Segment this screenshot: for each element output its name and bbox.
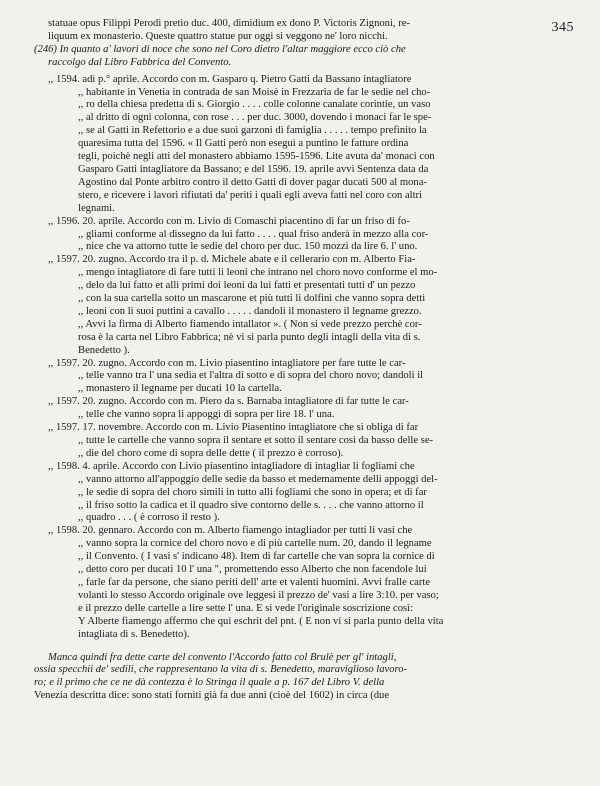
- text-line: ,, vanno sopra la cornice del choro novo e di più cartelle num. 20, dando il legname: [78, 538, 432, 550]
- text-line: Venezia descritta dice: sono stati forniti già fa due anni (cioè del 1602) in circa (due: [34, 690, 390, 702]
- text-line: liquum ex monasterio. Queste quattro statue pur oggi si veggono ne' loro nicchi.: [48, 30, 388, 42]
- text-line: ,, al dritto di ogni colonna, con rose . . . per duc. 3000, dovendo i monaci far le spe-: [78, 112, 432, 124]
- text-line: Manca quindi fra dette carte del convento l'Accordo fatto col Brulè per gl' intagli,: [48, 651, 397, 663]
- text-line: quaresima tutta del 1596. « Il Gatti però non eseguì a puntino le fatture ordina: [78, 138, 409, 150]
- text-line: ,, 1597. 17. novembre. Accordo con m. Livio Piasentino intagliatore che si obliga di far: [48, 422, 419, 434]
- text-line: intagliata di s. Benedetto).: [78, 628, 190, 640]
- text-line: ,, il friso sotto la cadica et il quadro sive contorno delle s. . . . che vanno attorno il: [78, 499, 424, 511]
- text-line: ,, 1598. 20. gennaro. Accordo con m. Alberto fiamengo intagliador per tutti li vasi che: [48, 525, 413, 537]
- text-line: rosa è la carta nel Libro Fabbrica; nè vi si parla punto degli intagli della vita di s.: [78, 331, 421, 343]
- text-line: ,, delo da lui fatto et alli primi doi leoni da lui fatti et presentati tutti d' un pezzo: [78, 280, 416, 292]
- text-line: Benedetto ).: [78, 344, 130, 356]
- text-line: legnami.: [78, 202, 115, 214]
- text-line: ,, gliami conforme al dissegno da lui fatto . . . . qual friso anderà in mezzo alla cor-: [78, 228, 429, 240]
- text-line: ,, 1597. 20. zugno. Accordo con m. Piero da s. Barnaba intagliatore di far tutte le car-: [48, 396, 409, 408]
- text-line: ,, telle che vanno sopra li appoggi di sopra per lire 18. l' una.: [78, 409, 335, 421]
- text-line: ,, habitante in Venetia in contrada de san Moisè in Frezzaria de far le sedie nel cho-: [78, 86, 431, 98]
- page-number: 345: [551, 20, 574, 35]
- text-line: Agostino dal Ponte arbitro contro il detto Gatti di dover pagar ducati 500 al mona-: [78, 176, 427, 188]
- text-line: ,, mengo intagliatore di fare tutti li leoni che intrano nel choro novo conforme el mo-: [78, 267, 438, 279]
- text-line: ,, con la sua cartella sotto un mascarone et più tutti li dolfini che vanno sopra detti: [78, 293, 426, 305]
- text-line: ,, ro della chiesa predetta di s. Giorgio . . . . colle colonne canalate corintie, un vaso: [78, 99, 431, 111]
- text-line: ,, 1596. 20. aprile. Accordo con m. Livio di Comaschi piacentino di far un friso di fo-: [48, 215, 410, 227]
- text-line: ,, die del choro come di sopra delle dette ( il prezzo è corroso).: [78, 447, 344, 459]
- text-line: ,, Avvi la firma di Alberto fiamendo intallator ». ( Non si vede prezzo perchè cor-: [78, 318, 422, 330]
- text-line: ro; e il primo che ce ne dà contezza è lo Stringa il quale a p. 167 del Libro V. della: [34, 677, 385, 689]
- text-line: ,, vanno attorno all'appoggio delle sedie da basso et medemamente delli appoggi del-: [78, 473, 438, 485]
- text-line: stero, e ricevere i lavori rifiutati da' periti i quali egli aveva fatti nel coro con altri: [78, 189, 423, 201]
- text-line: ,, 1597. 20. zugno. Accordo con m. Livio piasentino intagliatore per fare tutte le car-: [48, 357, 406, 369]
- text-line: ,, 1598. 4. aprile. Accordo con Livio piasentino intagliadore di intagliar li fogliami che: [48, 460, 415, 472]
- text-line: ,, le sedie di sopra del choro simili in tutto alli fogliami che sono in opera; et di far: [78, 486, 427, 498]
- text-line: ossia specchii de' sedili, che rappresentano la vita di s. Benedetto, maraviglioso lavoro-: [34, 664, 408, 676]
- text-line: ,, quadro . . . ( è corroso il resto ).: [78, 512, 220, 524]
- text-line: ,, detto coro per ducati 10 l' una ", promettendo esso Alberto che non facendole lui: [78, 564, 427, 576]
- text-line: ,, 1597. 20. zugno. Accordo tra il p. d. Michele abate e il cellerario con m. Alberto Fia-: [48, 254, 416, 266]
- text-line: raccolgo dal Libro Fabbrica del Convento.: [48, 56, 232, 68]
- text-line: volanti lo stesso Accordo originale ove leggesi il prezzo de' vasi a lire 3:10. per vaso;: [78, 589, 439, 601]
- section-gap: [34, 642, 572, 652]
- text-line: ,, se al Gatti in Refettorio e a due suoi garzoni di famiglia . . . . . tempo prefinito la: [78, 125, 427, 137]
- text-line: ,, tutte le cartelle che vanno sopra il sentare et sotto il sentare cosi da basso delle se-: [78, 435, 434, 446]
- text-line: ,, monastero il legname per ducati 10 la cartella.: [78, 383, 282, 395]
- text-line: ,, il Convento. ( I vasi s' indicano 48). Item di far cartelle che van sopra la cornice di: [78, 551, 435, 563]
- text-line: ,, farle far da persone, che siano periti dell' arte et valenti huomini. Avvi fralle carte: [78, 576, 431, 588]
- body-text: [34, 18, 572, 703]
- text-line: (246) In quanto a' lavori di noce che sono nel Coro dietro l'altar maggiore ecco ciò che: [34, 43, 406, 55]
- text-line: ,, telle vanno tra l' una sedia et l'altra di sotto e di sopra del choro novo; dandoli il: [78, 370, 424, 382]
- text-line: e il prezzo delle cartelle a lire sette l' una. E si vede l'originale soscrizione così:: [78, 602, 414, 614]
- text-line: statuae opus Filippi Perodi pretio duc. 400, dimidium ex dono P. Victoris Zignoni, re-: [48, 18, 410, 29]
- text-line: ,, nice che va attorno tutte le sedie del choro per duc. 150 mozzi da lire 6. l' uno.: [78, 241, 418, 253]
- text-line: ,, leoni con li suoi puttini a cavallo . . . . . dandoli il monastero il legname grezzo.: [78, 305, 422, 317]
- text-line: Gasparo Gatti intagliatore da Bassano; e del 1596. 19. aprile avvi Sentenza data da: [78, 163, 429, 175]
- text-line: tegli, poichè negli atti del monastero abbiamo 1595-1596. Lite avuta da' monaci con: [78, 151, 435, 163]
- text-line: ,, 1594. adì p.° aprile. Accordo con m. Gasparo q. Pietro Gatti da Bassano intagliatore: [48, 73, 412, 85]
- text-line: Y Alberte fiamengo affermo che qui eschrit del pnt. ( E non vi si parla punto della vita: [78, 615, 444, 627]
